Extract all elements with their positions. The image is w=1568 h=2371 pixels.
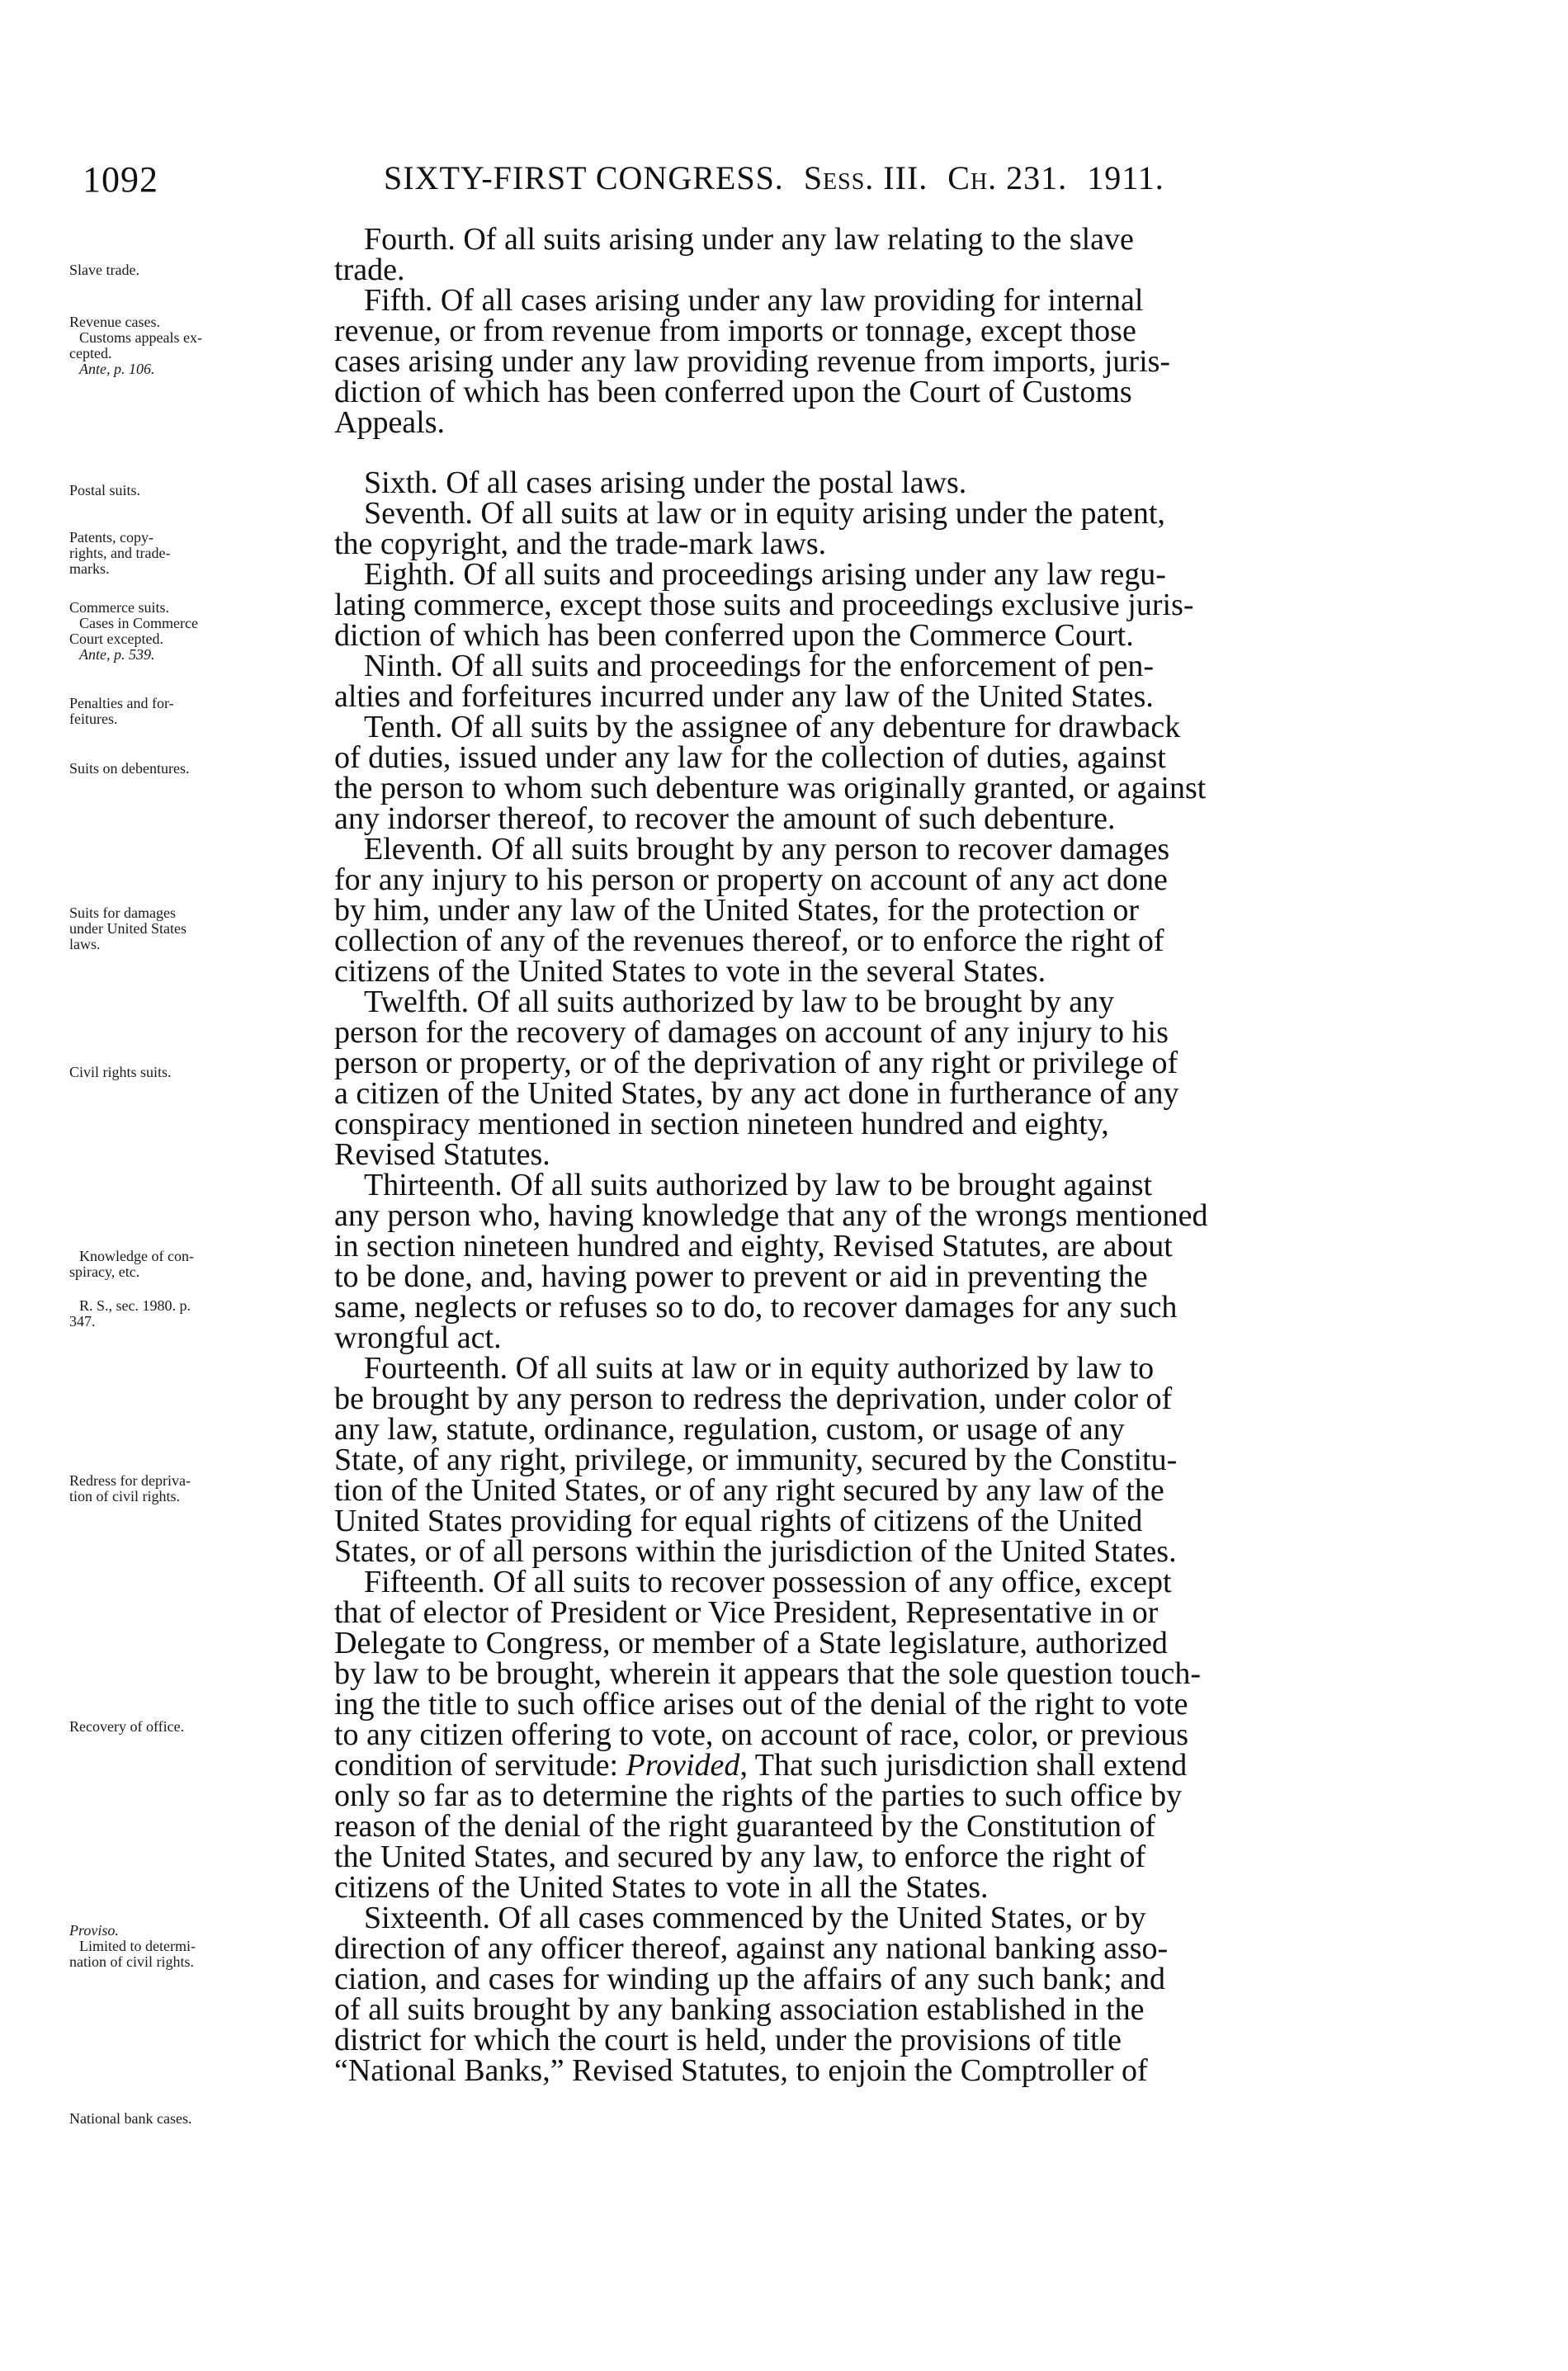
sidenote-line: Commerce suits. [69,599,169,616]
sidenote-line: nation of civil rights. [69,1953,194,1970]
sidenote-line: Postal suits. [69,482,141,498]
sidenote-line: Penalties and for- [69,695,174,711]
sidenote-line: Civil rights suits. [69,1064,172,1080]
sidenote-line: Limited to determi- [79,1938,196,1954]
provided-word: Provided [626,1748,740,1783]
sidenote-line: Slave trade. [69,262,139,278]
text-line: Delegate to Congress, or member of a State legislature, authorized [334,1626,1168,1660]
text-line: that of elector of President or Vice President, Representative in or [334,1595,1159,1630]
sidenote-debentures [69,761,342,777]
text-line: the person to whom such debenture was originally granted, or against [334,771,1207,805]
text-line: to any citizen offering to vote, on account of race, color, or previous [334,1717,1189,1752]
sidenote-damages [69,905,342,952]
text-line: Eleventh. Of all suits brought by any person to recover damages [364,832,1170,867]
text-line: Revised Statutes. [334,1137,550,1172]
text-line: diction of which has been conferred upon the Commerce Court. [334,618,1134,653]
paragraph-fourth [334,224,1457,286]
text-line: United States providing for equal rights of citizens of the United [334,1504,1143,1538]
sidenote-line: feitures. [69,711,118,727]
text-line: Fourth. Of all suits arising under any law relating to the slave [364,222,1134,257]
text-line: in section nineteen hundred and eighty, Revised Statutes, are about [334,1229,1173,1263]
paragraph-tenth [334,712,1457,834]
paragraph-ninth [334,651,1457,712]
sidenote-line: R. S., sec. 1980. p. [79,1297,191,1314]
text-line: same, neglects or refuses so to do, to recover damages for any such [334,1290,1178,1325]
text-line: person for the recovery of damages on account of any injury to his [334,1015,1169,1050]
sidenote-line: Cases in Commerce [79,615,198,631]
session-label: Sess. III. [803,159,928,196]
paragraph-proviso [334,1750,1457,1903]
text-line: diction of which has been conferred upon the Court of Customs [334,375,1132,409]
sidenote-line: Court excepted. [69,631,163,647]
paragraph-seventh [334,498,1457,560]
text-line: of duties, issued under any law for the collection of duties, against [334,740,1166,775]
text-line: direction of any officer thereof, against any national banking asso- [334,1931,1169,1966]
text-line: Eighth. Of all suits and proceedings arising under any law regu- [364,557,1166,592]
proviso-rest: , That such jurisdiction shall extend [739,1748,1188,1783]
paragraph-fourteenth [334,1353,1457,1567]
page-number: 1092 [83,159,158,200]
text-line: Fifteenth. Of all suits to recover possession of any office, except [364,1565,1172,1599]
text-line: revenue, or from revenue from imports or tonnage, except those [334,314,1136,348]
paragraph-fifth [334,283,1457,440]
text-line: citizens of the United States to vote in the several States. [334,954,1046,989]
text-line [334,1750,1457,1781]
paragraph-eighth [334,557,1457,653]
text-line: Twelfth. Of all suits authorized by law to be brought by any [364,985,1115,1019]
sidenote-line: Customs appeals ex- [79,329,202,346]
sidenote-line: Proviso. [69,1922,119,1939]
text-line: Thirteenth. Of all suits authorized by law to be brought against [364,1168,1153,1202]
text-line: by him, under any law of the United States, for the protection or [334,893,1140,928]
sidenote-line: spiracy, etc. [69,1263,140,1280]
sidenote-patents [69,530,342,577]
text-line: a citizen of the United States, by any act done in furtherance of any [334,1076,1179,1111]
text-line: person or property, or of the deprivation of any right or privilege of [334,1046,1178,1080]
paragraph-twelfth [334,987,1457,1170]
text-line: Tenth. Of all suits by the assignee of any debenture for drawback [364,710,1181,744]
year-label: 1911. [1087,159,1164,196]
text-line: “National Banks,” Revised Statutes, to enjoin the Comptroller of [334,2053,1148,2088]
text-line: Seventh. Of all suits at law or in equity arising under the patent, [364,496,1165,531]
running-head-title [384,158,1164,197]
proviso-lead: condition of servitude: [334,1748,626,1783]
text-line: Ninth. Of all suits and proceedings for the enforcement of pen- [364,649,1155,683]
text-line: State, of any right, privilege, or immunity, secured by the Constitu- [334,1443,1178,1477]
chapter-label: Ch. 231. [947,159,1068,196]
text-line: be brought by any person to redress the deprivation, under color of [334,1382,1173,1416]
text-line: States, or of all persons within the jurisdiction of the United States. [334,1534,1177,1569]
sidenote-penalties [69,696,342,727]
paragraph-sixteenth [334,1903,1457,2086]
text-line: ciation, and cases for winding up the affairs of any such bank; and [334,1962,1166,1996]
text-line: the United States, and secured by any law, to enforce the right of [334,1840,1146,1874]
text-line: Fifth. Of all cases arising under any law providing for internal [364,283,1144,318]
sidenote-line: 347. [69,1313,96,1330]
sidenote-line: rights, and trade- [69,545,171,561]
text-line: Fourteenth. Of all suits at law or in equity authorized by law to [364,1351,1155,1386]
sidenote-line: Suits on debentures. [69,760,190,777]
sidenote-slave-trade [69,262,342,278]
sidenote-line: marks. [69,560,110,577]
sidenote-recovery-office [69,1719,342,1735]
congress-title: SIXTY-FIRST CONGRESS. [384,159,784,196]
sidenote-line: Suits for damages [69,904,176,921]
sidenote-commerce-suits [69,600,342,663]
sidenote-line: Recovery of office. [69,1718,185,1735]
sidenote-line: Ante, p. 106. [79,361,155,377]
text-line: conspiracy mentioned in section nineteen hundred and eighty, [334,1107,1109,1141]
sidenote-line: laws. [69,936,101,952]
text-line: to be done, and, having power to prevent or aid in preventing the [334,1259,1148,1294]
text-line: any law, statute, ordinance, regulation, custom, or usage of any [334,1412,1125,1447]
paragraph-sixth [334,465,1457,500]
sidenote-line: Redress for depriva- [69,1472,191,1489]
sidenote-redress [69,1473,342,1504]
text-line: the copyright, and the trade-mark laws. [334,527,827,561]
text-line: any indorser thereof, to recover the amount of such debenture. [334,801,1116,836]
text-line: Appeals. [334,405,446,440]
text-line: for any injury to his person or property on account of any act done [334,862,1168,897]
text-line: tion of the United States, or of any right secured by any law of the [334,1473,1164,1508]
text-line: collection of any of the revenues thereof, or to enforce the right of [334,923,1164,958]
text-line: wrongful act. [334,1320,502,1355]
text-line: Sixteenth. Of all cases commenced by the United States, or by [364,1901,1146,1935]
sidenote-line: tion of civil rights. [69,1488,180,1504]
text-line: district for which the court is held, under the provisions of title [334,2023,1122,2057]
paragraph-thirteenth [334,1170,1457,1353]
sidenote-line: Ante, p. 539. [79,646,155,663]
paragraph-fifteenth [334,1567,1457,1750]
running-header [83,158,1436,205]
text-line: any person who, having knowledge that any of the wrongs mentioned [334,1198,1208,1233]
sidenote-civil-rights [69,1065,342,1080]
sidenote-proviso [69,1923,342,1970]
text-line: trade. [334,253,405,287]
text-line: alties and forfeitures incurred under any law of the United States. [334,679,1154,714]
sidenote-line: Revenue cases. [69,314,160,330]
sidenote-line: cepted. [69,345,112,361]
sidenote-revenue-cases [69,314,342,377]
sidenote-line: under United States [69,920,187,937]
paragraph-eleventh [334,834,1457,987]
sidenote-national-bank [69,2111,342,2127]
sidenote-line: National bank cases. [69,2110,192,2127]
text-line: reason of the denial of the right guaranteed by the Constitution of [334,1809,1156,1844]
text-line: cases arising under any law providing revenue from imports, juris- [334,344,1171,379]
text-line: lating commerce, except those suits and proceedings exclusive juris- [334,588,1194,622]
sidenote-line: Knowledge of con- [79,1248,194,1264]
text-line: Sixth. Of all cases arising under the postal laws. [364,465,967,500]
text-line: of all suits brought by any banking association established in the [334,1992,1145,2027]
sidenote-knowledge-conspiracy [69,1249,342,1330]
sidenote-postal-suits [69,483,342,498]
text-line: only so far as to determine the rights of the parties to such office by [334,1778,1183,1813]
text-line: citizens of the United States to vote in all the States. [334,1870,989,1905]
text-line: by law to be brought, wherein it appears that the sole question touch- [334,1656,1202,1691]
text-line: ing the title to such office arises out of the denial of the right to vote [334,1687,1188,1722]
sidenote-line: Patents, copy- [69,529,153,546]
